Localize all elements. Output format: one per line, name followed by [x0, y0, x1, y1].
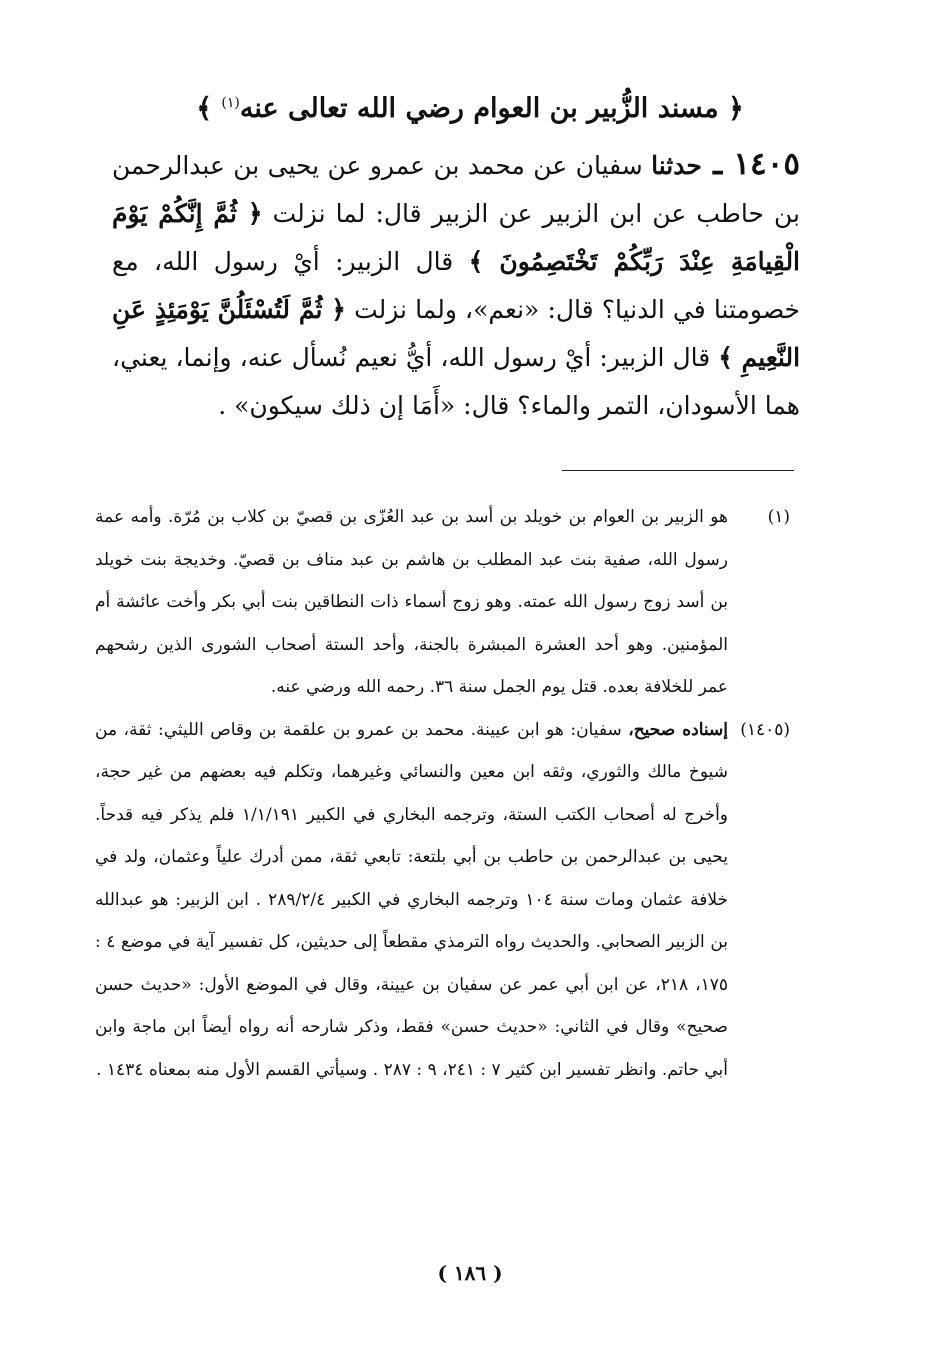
- footnote-divider: [562, 470, 794, 471]
- heading-title: مسند الزُّبير بن العوام رضي الله تعالى عنه: [239, 93, 719, 124]
- hadith-text-part-1: سفيان عن محمد بن عمرو عن يحيى بن عبدالرحمن بن حاطب عن ابن الزبير عن الزبير قال: لما نزلت: [112, 151, 800, 228]
- page-number: ( ١٨٦ ): [437, 1261, 503, 1285]
- heading-footnote-ref[interactable]: (١): [221, 95, 240, 111]
- quran-verse-1: ﴿ ثُمَّ إِنَّكُمْ يَوْمَ الْقِيامَةِ عِنْدَ رَبِّكُمْ تَخْتَصِمُونَ ﴾: [112, 199, 801, 276]
- haddathana-word: حدثنا: [651, 151, 702, 180]
- isnad-grading: إسناده صحيح،: [628, 719, 729, 740]
- quran-verse-2: ﴿ ثُمَّ لَتُسْئَلُنَّ يَوْمَئِذٍ عَنِ النَّعِيمِ ﴾: [112, 295, 801, 372]
- footnote-number: (١): [767, 507, 790, 527]
- hadith-text: [112, 140, 800, 430]
- hadith-text-part-2: قال الزبير: أيْ رسول الله، مع خصومتنا في الدنيا؟ قال: «نعم»، ولما نزلت: [112, 247, 800, 324]
- hadith-text-part-3: قال الزبير: أيْ رسول الله، أيُّ نعيم نُسأل عنه، وإنما، يعني، هما الأسودان، التمر والماء؟ قال: «أَمَا إن ذلك سيكون» .: [112, 343, 800, 420]
- footnotes-section: [95, 496, 790, 1091]
- hadith-number: ١٤٠٥: [733, 146, 800, 182]
- ornate-open-bracket: ﴿: [727, 93, 744, 124]
- footnote-text: سفيان: هو ابن عيينة. محمد بن عمرو بن علقمة بن وقاص الليثي: ثقة، من شيوخ مالك والثوري، وثقه ابن معين والنسائي وغيرهما، وتكلم فيه بعضهم من غير حجة، وأخرج له أصحاب الكتب الستة، وترجمه البخاري في الكبير ١/١/١٩١ فلم يذكر فيه قدحاً. يحيى بن عبدالرحمن بن حاطب بن أبي بلتعة: تابعي ثقة، ممن أدرك علياً وعثمان، ولد في خلافة عثمان ومات سنة ١٠٤ وترجمه البخاري في الكبير ٢٨٩/٢/٤ . ابن الزبير: هو عبدالله بن الزبير الصحابي. والحديث رواه الترمذي مقطعاً إلى حديثين، كل تفسير آية في موضع ٤ : ١٧٥، ٢١٨، عن ابن أبي عمر عن سفيان بن عيينة، وقال في الموضع الأول: «حديث حسن صحيح» وقال في الثاني: «حديث حسن» فقط، وذكر شارحه أنه رواه أيضاً ابن ماجة وابن أبي حاتم. وانظر تفسير ابن كثير ٧ : ٢٤١، ٩ : ٢٨٧ . وسيأتي القسم الأول منه بمعناه ١٤٣٤ .: [95, 719, 729, 1080]
- footnote-1405: [95, 709, 790, 1092]
- hadith-dash: ـ: [701, 146, 734, 182]
- footnote-number: (١٤٠٥): [740, 719, 790, 740]
- ornate-close-bracket: ﴾: [196, 93, 213, 124]
- footnote-text: هو الزبير بن العوام بن خويلد بن أسد بن عبد العُزّى بن قصيّ بن كلاب بن مُرّة. وأمه عمة رسول الله، صفية بنت عبد المطلب بن هاشم بن عبد مناف بن قصيّ. وخديجة بنت خويلد بن أسد زوج رسول الله عمته. وهو زوج أسماء ذات النطاقين بنت أبي بكر وأخت عائشة أم المؤمنين. وهو أحد العشرة المبشرة بالجنة، وأحد الستة أصحاب الشورى الذين رشحهم عمر للخلافة بعده. قتل يوم الجمل سنة ٣٦. رحمه الله ورضي عنه.: [95, 507, 728, 697]
- footnote-1: [95, 496, 790, 709]
- musnad-heading: [150, 78, 790, 128]
